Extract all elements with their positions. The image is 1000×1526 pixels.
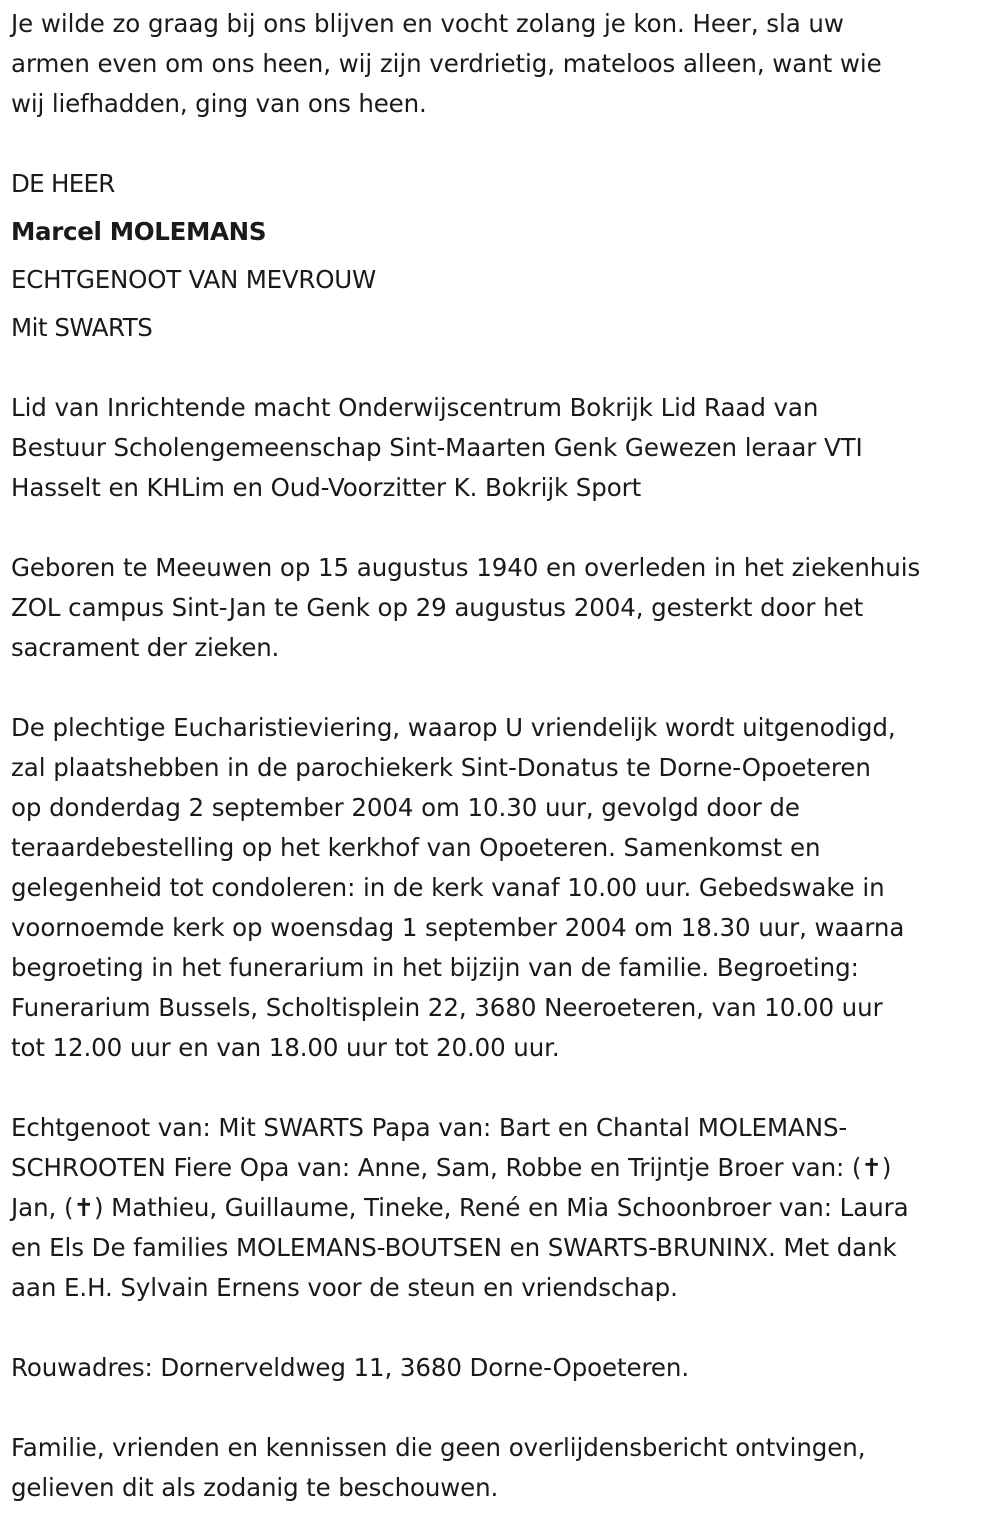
ceremony-line: Funerarium Bussels, Scholtisplein 22, 3680 Neeroeteren, van 10.00 uur [11,993,883,1022]
ceremony-line: begroeting in het funerarium in het bijzijn van de familie. Begroeting: [11,953,859,982]
family-line: Jan, (✝) Mathieu, Guillaume, Tineke, René en Mia Schoonbroer van: Laura [11,1193,909,1222]
ceremony-line: tot 12.00 uur en van 18.00 uur tot 20.00 uur. [11,1033,560,1062]
ceremony-line: De plechtige Eucharistieviering, waarop U vriendelijk wordt uitgenodigd, [11,713,896,742]
functions-line: Bestuur Scholengemeenschap Sint-Maarten Genk Gewezen leraar VTI [11,433,863,462]
ceremony-line: op donderdag 2 september 2004 om 10.30 uur, gevolgd door de [11,793,800,822]
obituary-document [11,4,996,1508]
closing-paragraph [11,1428,996,1508]
honorific: DE HEER [11,169,115,198]
birth-death-paragraph [11,548,996,668]
deceased-header [11,160,996,352]
closing-line: Familie, vrienden en kennissen die geen overlijdensbericht ontvingen, [11,1433,866,1462]
spouse-name: Mit SWARTS [11,313,153,342]
closing-line: gelieven dit als zodanig te beschouwen. [11,1473,499,1502]
birth-death-line: Geboren te Meeuwen op 15 augustus 1940 en overleden in het ziekenhuis [11,553,921,582]
family-line: en Els De families MOLEMANS-BOUTSEN en SWARTS-BRUNINX. Met dank [11,1233,897,1262]
family-paragraph [11,1108,996,1308]
ceremony-line: zal plaatshebben in de parochiekerk Sint-Donatus te Dorne-Opoeteren [11,753,871,782]
family-line: aan E.H. Sylvain Ernens voor de steun en vriendschap. [11,1273,678,1302]
poem-line: armen even om ons heen, wij zijn verdrietig, mateloos alleen, want wie [11,49,882,78]
family-line: SCHROOTEN Fiere Opa van: Anne, Sam, Robbe en Trijntje Broer van: (✝) [11,1153,892,1182]
family-line: Echtgenoot van: Mit SWARTS Papa van: Bart en Chantal MOLEMANS- [11,1113,848,1142]
ceremony-line: gelegenheid tot condoleren: in de kerk vanaf 10.00 uur. Gebedswake in [11,873,885,902]
ceremony-line: teraardebestelling op het kerkhof van Opoeteren. Samenkomst en [11,833,821,862]
poem-paragraph [11,4,996,124]
address-paragraph [11,1348,996,1388]
functions-line: Lid van Inrichtende macht Onderwijscentrum Bokrijk Lid Raad van [11,393,819,422]
deceased-name: Marcel MOLEMANS [11,217,267,246]
relation-label: ECHTGENOOT VAN MEVROUW [11,265,376,294]
functions-paragraph [11,388,996,508]
birth-death-line: sacrament der zieken. [11,633,280,662]
poem-line: Je wilde zo graag bij ons blijven en vocht zolang je kon. Heer, sla uw [11,9,844,38]
ceremony-paragraph [11,708,996,1068]
functions-line: Hasselt en KHLim en Oud-Voorzitter K. Bokrijk Sport [11,473,642,502]
birth-death-line: ZOL campus Sint-Jan te Genk op 29 augustus 2004, gesterkt door het [11,593,864,622]
ceremony-line: voornoemde kerk op woensdag 1 september 2004 om 18.30 uur, waarna [11,913,905,942]
address-line: Rouwadres: Dornerveldweg 11, 3680 Dorne-Opoeteren. [11,1353,690,1382]
poem-line: wij liefhadden, ging van ons heen. [11,89,427,118]
